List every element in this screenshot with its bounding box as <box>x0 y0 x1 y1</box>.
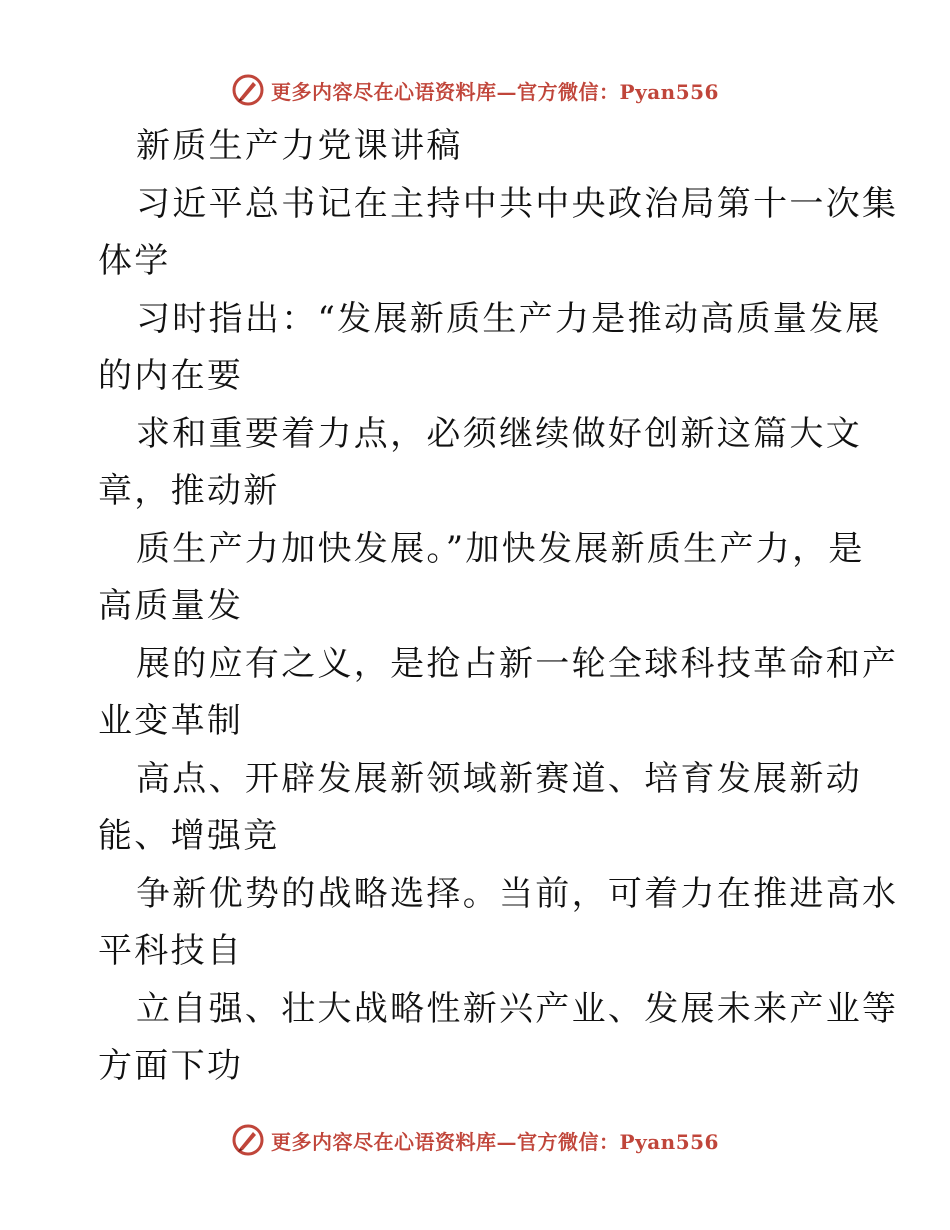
quill-pen-logo-icon <box>231 73 265 107</box>
text-line: 章，推动新 <box>98 471 280 511</box>
text-line: 体学 <box>98 241 171 281</box>
text-line: 争新优势的战略选择。当前，可着力在推进高水 <box>136 873 899 914</box>
text-line: 的内在要 <box>98 356 244 396</box>
watermark-text: 更多内容尽在心语资料库—官方微信：Pyan556 <box>271 1129 719 1154</box>
quill-pen-logo-icon <box>231 1123 265 1157</box>
footer-watermark <box>0 1118 950 1162</box>
document-body <box>98 118 899 1096</box>
watermark-text: 更多内容尽在心语资料库—官方微信：Pyan556 <box>271 79 719 104</box>
header-watermark <box>0 68 950 112</box>
text-line: 习近平总书记在主持中共中央政治局第十一次集 <box>136 183 899 224</box>
text-line: 质生产力加快发展。”加快发展新质生产力，是 <box>136 528 865 569</box>
text-line: 能、增强竞 <box>98 816 280 856</box>
text-line: 业变革制 <box>98 701 244 741</box>
text-line: 求和重要着力点，必须继续做好创新这篇大文 <box>136 413 862 454</box>
text-line: 方面下功 <box>98 1046 244 1086</box>
text-line: 立自强、壮大战略性新兴产业、发展未来产业等 <box>136 988 899 1029</box>
text-line: 高质量发 <box>98 586 244 626</box>
text-line: 展的应有之义，是抢占新一轮全球科技革命和产 <box>136 643 899 684</box>
document-title: 新质生产力党课讲稿 <box>136 126 463 166</box>
text-line: 习时指出：“发展新质生产力是推动高质量发展 <box>136 298 882 339</box>
text-line: 平科技自 <box>98 931 244 971</box>
text-line: 高点、开辟发展新领域新赛道、培育发展新动 <box>136 758 862 799</box>
